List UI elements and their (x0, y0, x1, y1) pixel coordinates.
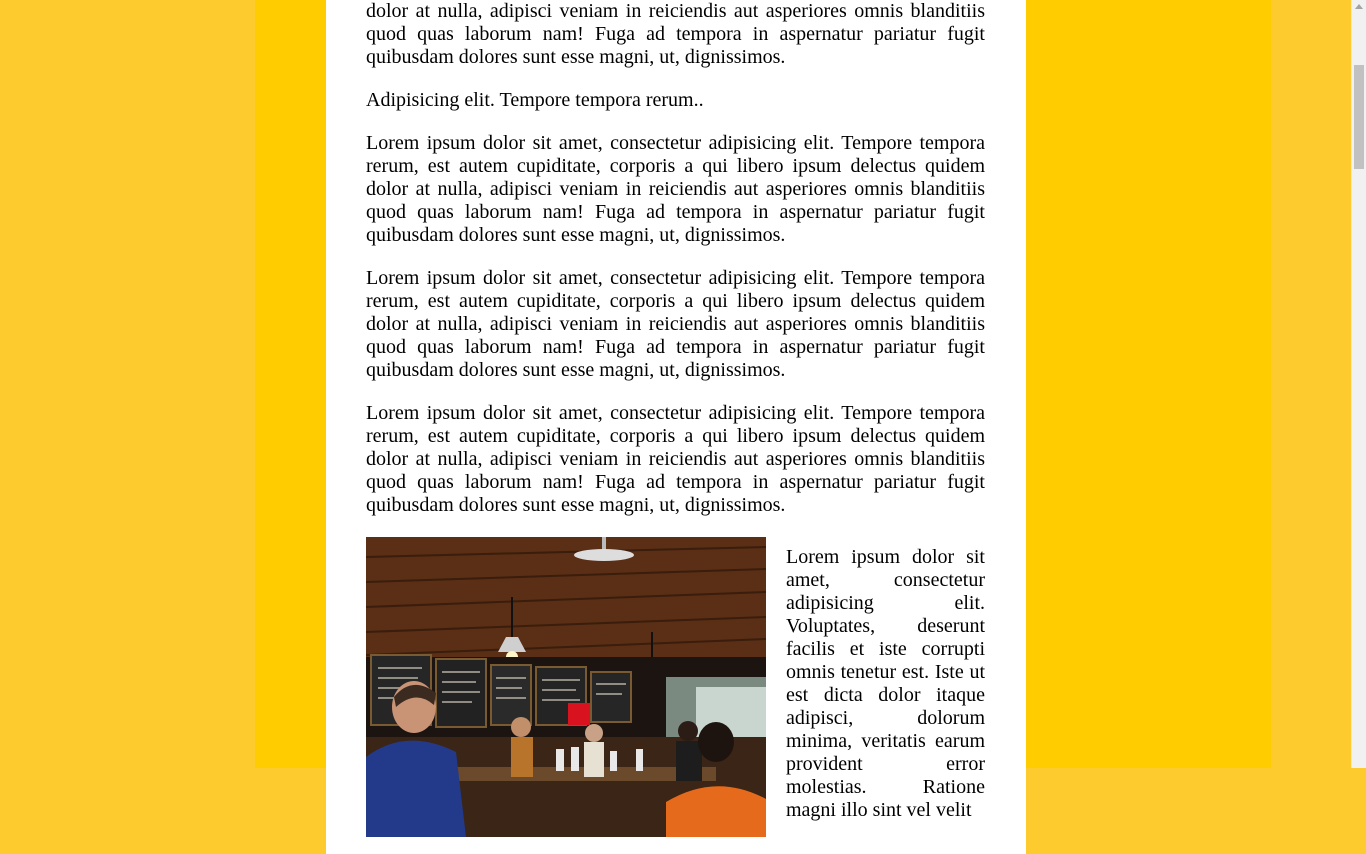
article-content (326, 0, 1026, 854)
float-paragraph: Lorem ipsum dolor sit amet, consectetur adipisicing elit. Voluptates, deserunt facilis et iste corrupti omnis tenetur est. Iste ut est dicta dolor itaque adipisci, dolorum minima, veritatis earum provident error molestias. Ratione magni illo sint vel velit (786, 546, 985, 821)
scroll-up-arrow-icon[interactable] (1355, 4, 1363, 9)
article-paragraph: Lorem ipsum dolor sit amet, consectetur adipisicing elit. Tempore tempora rerum, est autem cupiditate, corporis a qui libero ipsum delectus quidem dolor at nulla, adipisci veniam in reiciendis aut asperiores omnis blanditiis quod quas laborum nam! Fuga ad tempora in aspernatur pariatur fugit quibusdam dolores sunt esse magni, ut, dignissimos. (366, 402, 985, 516)
cafe-bar-photo-icon (366, 537, 766, 837)
article-short-paragraph: Adipisicing elit. Tempore tempora rerum.. (366, 89, 704, 111)
article-paragraph: Lorem ipsum dolor sit amet, consectetur adipisicing elit. Tempore tempora rerum, est autem cupiditate, corporis a qui libero ipsum delectus quidem dolor at nulla, adipisci veniam in reiciendis aut asperiores omnis blanditiis quod quas laborum nam! Fuga ad tempora in aspernatur pariatur fugit quibusdam dolores sunt esse magni, ut, dignissimos. (366, 132, 985, 246)
article-paragraph-partial: dolor at nulla, adipisci veniam in reiciendis aut asperiores omnis blanditiis quod quas laborum nam! Fuga ad tempora in aspernatur pariatur fugit quibusdam dolores sunt esse magni, ut, dignissimos. (366, 0, 985, 68)
figure-with-text (366, 537, 985, 822)
scrollbar-thumb[interactable] (1354, 65, 1364, 169)
cafe-bar-photo (366, 537, 766, 837)
article-paragraph: Lorem ipsum dolor sit amet, consectetur adipisicing elit. Tempore tempora rerum, est autem cupiditate, corporis a qui libero ipsum delectus quidem dolor at nulla, adipisci veniam in reiciendis aut asperiores omnis blanditiis quod quas laborum nam! Fuga ad tempora in aspernatur pariatur fugit quibusdam dolores sunt esse magni, ut, dignissimos. (366, 267, 985, 381)
vertical-scrollbar[interactable] (1351, 0, 1366, 768)
